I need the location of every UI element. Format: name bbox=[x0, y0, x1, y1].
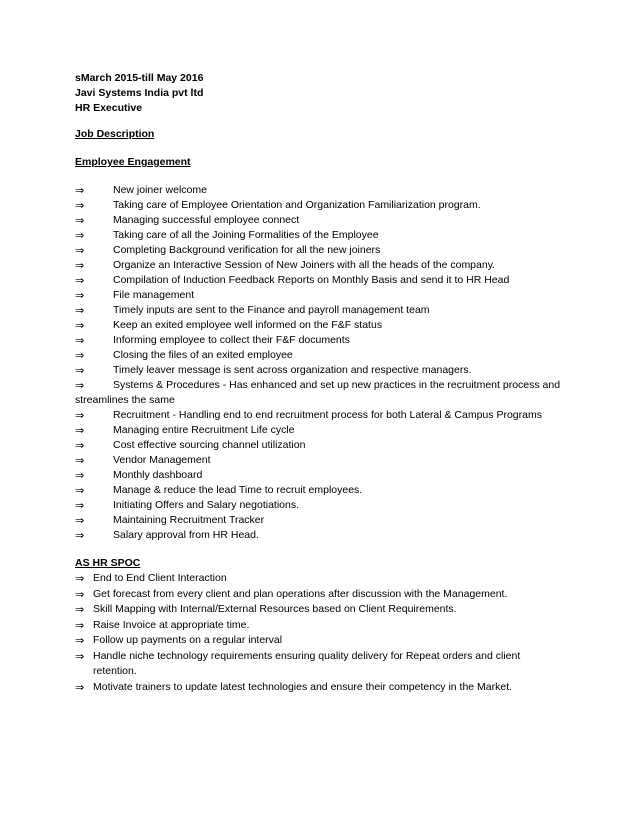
list-item-text: Taking care of all the Joining Formalities of the Employee bbox=[113, 229, 379, 241]
list-item-text: Follow up payments on a regular interval bbox=[93, 634, 283, 646]
list-item bbox=[75, 363, 575, 378]
arrow-icon: ⇒ bbox=[75, 454, 85, 467]
list-item-text: Managing entire Recruitment Life cycle bbox=[113, 424, 295, 436]
arrow-icon: ⇒ bbox=[75, 484, 85, 497]
list-item-text: Timely inputs are sent to the Finance and payroll management team bbox=[113, 304, 430, 316]
list-item bbox=[75, 483, 575, 498]
list-item bbox=[75, 602, 545, 618]
list-item bbox=[75, 680, 545, 696]
arrow-icon: ⇒ bbox=[75, 499, 85, 512]
list-item bbox=[75, 528, 575, 543]
list-item-text: Monthly dashboard bbox=[113, 469, 203, 481]
list-item bbox=[75, 423, 575, 438]
arrow-icon: ⇒ bbox=[75, 199, 85, 212]
arrow-icon: ⇒ bbox=[75, 274, 85, 287]
list-item bbox=[75, 587, 545, 603]
list-item bbox=[75, 468, 575, 483]
arrow-icon: ⇒ bbox=[75, 259, 85, 272]
arrow-icon: ⇒ bbox=[75, 364, 85, 377]
list-item-text: Get forecast from every client and plan operations after discussion with the Management. bbox=[93, 587, 508, 600]
list-item-text: Keep an exited employee well informed on the F&F status bbox=[113, 319, 383, 331]
list-item bbox=[75, 303, 575, 318]
list-item-text: Completing Background verification for all the new joiners bbox=[113, 244, 381, 256]
employee-engagement-list bbox=[75, 183, 575, 543]
list-item-text: Closing the files of an exited employee bbox=[113, 349, 293, 361]
list-item bbox=[75, 513, 575, 528]
arrow-icon: ⇒ bbox=[75, 304, 85, 317]
list-item-text: New joiner welcome bbox=[113, 184, 207, 196]
arrow-icon: ⇒ bbox=[75, 334, 85, 347]
arrow-icon: ⇒ bbox=[75, 214, 85, 227]
list-item bbox=[75, 453, 575, 468]
arrow-icon: ⇒ bbox=[75, 229, 85, 242]
list-item-text: Taking care of Employee Orientation and Organization Familiarization program. bbox=[113, 199, 481, 211]
arrow-icon: ⇒ bbox=[75, 184, 85, 197]
list-item-text: Managing successful employee connect bbox=[113, 214, 300, 226]
job-description-heading: Job Description bbox=[75, 128, 155, 140]
list-item bbox=[75, 378, 565, 408]
arrow-icon: ⇒ bbox=[75, 618, 85, 632]
list-item bbox=[75, 633, 545, 649]
list-item-text: Organize an Interactive Session of New Joiners with all the heads of the company. bbox=[113, 259, 496, 271]
hr-spoc-heading: AS HR SPOC bbox=[75, 557, 141, 569]
arrow-icon: ⇒ bbox=[75, 379, 85, 392]
arrow-icon: ⇒ bbox=[75, 289, 85, 302]
list-item-text: Manage & reduce the lead Time to recruit employees. bbox=[113, 484, 363, 496]
arrow-icon: ⇒ bbox=[75, 244, 85, 257]
list-item bbox=[75, 649, 545, 680]
list-item bbox=[75, 273, 575, 288]
list-item bbox=[75, 198, 575, 213]
list-item-text: Motivate trainers to update latest technologies and ensure their competency in the Market. bbox=[93, 680, 513, 693]
arrow-icon: ⇒ bbox=[75, 514, 85, 527]
list-item-text: Informing employee to collect their F&F documents bbox=[113, 334, 350, 346]
list-item-text: Timely leaver message is sent across organization and respective managers. bbox=[113, 364, 472, 376]
arrow-icon: ⇒ bbox=[75, 439, 85, 452]
arrow-icon: ⇒ bbox=[75, 572, 85, 585]
arrow-icon: ⇒ bbox=[75, 319, 85, 332]
hr-spoc-list bbox=[75, 571, 545, 695]
list-item bbox=[75, 288, 575, 303]
employment-period: sMarch 2015-till May 2016 bbox=[75, 72, 204, 84]
job-title: HR Executive bbox=[75, 102, 143, 114]
list-item-text: Maintaining Recruitment Tracker bbox=[113, 514, 265, 526]
arrow-icon: ⇒ bbox=[75, 603, 85, 616]
arrow-icon: ⇒ bbox=[75, 634, 85, 647]
list-item-text: Raise Invoice at appropriate time. bbox=[93, 618, 250, 631]
list-item-text: Salary approval from HR Head. bbox=[113, 529, 259, 541]
list-item-text: File management bbox=[113, 289, 195, 301]
list-item bbox=[75, 408, 575, 423]
arrow-icon: ⇒ bbox=[75, 529, 85, 542]
list-item bbox=[75, 213, 575, 228]
list-item bbox=[75, 348, 575, 363]
list-item-text: Systems & Procedures - Has enhanced and set up new practices in the recruitment process and streamlines the same bbox=[75, 379, 561, 406]
list-item-text: Initiating Offers and Salary negotiations. bbox=[113, 499, 300, 511]
list-item bbox=[75, 438, 575, 453]
list-item bbox=[75, 258, 575, 273]
company-name: Javi Systems India pvt ltd bbox=[75, 87, 204, 99]
list-item bbox=[75, 571, 545, 587]
list-item-text: Handle niche technology requirements ensuring quality delivery for Repeat orders and client retention. bbox=[93, 649, 521, 677]
list-item bbox=[75, 318, 575, 333]
list-item bbox=[75, 243, 575, 258]
list-item-text: Cost effective sourcing channel utilization bbox=[113, 439, 306, 451]
arrow-icon: ⇒ bbox=[75, 469, 85, 482]
list-item-text: Vendor Management bbox=[113, 454, 211, 466]
arrow-icon: ⇒ bbox=[75, 424, 85, 437]
list-item bbox=[75, 618, 545, 634]
list-item bbox=[75, 228, 575, 243]
list-item bbox=[75, 333, 575, 348]
employee-engagement-heading: Employee Engagement bbox=[75, 156, 191, 168]
arrow-icon: ⇒ bbox=[75, 587, 85, 601]
list-item bbox=[75, 498, 575, 513]
list-item-text: End to End Client Interaction bbox=[93, 572, 227, 584]
list-item-text: Recruitment - Handling end to end recruitment process for both Lateral & Campus Programs bbox=[113, 409, 542, 421]
arrow-icon: ⇒ bbox=[75, 349, 85, 362]
list-item-text: Skill Mapping with Internal/External Resources based on Client Requirements. bbox=[93, 603, 457, 615]
arrow-icon: ⇒ bbox=[75, 680, 85, 694]
arrow-icon: ⇒ bbox=[75, 409, 85, 422]
list-item bbox=[75, 183, 575, 198]
list-item-text: Compilation of Induction Feedback Reports on Monthly Basis and send it to HR Head bbox=[113, 274, 510, 286]
arrow-icon: ⇒ bbox=[75, 649, 85, 663]
